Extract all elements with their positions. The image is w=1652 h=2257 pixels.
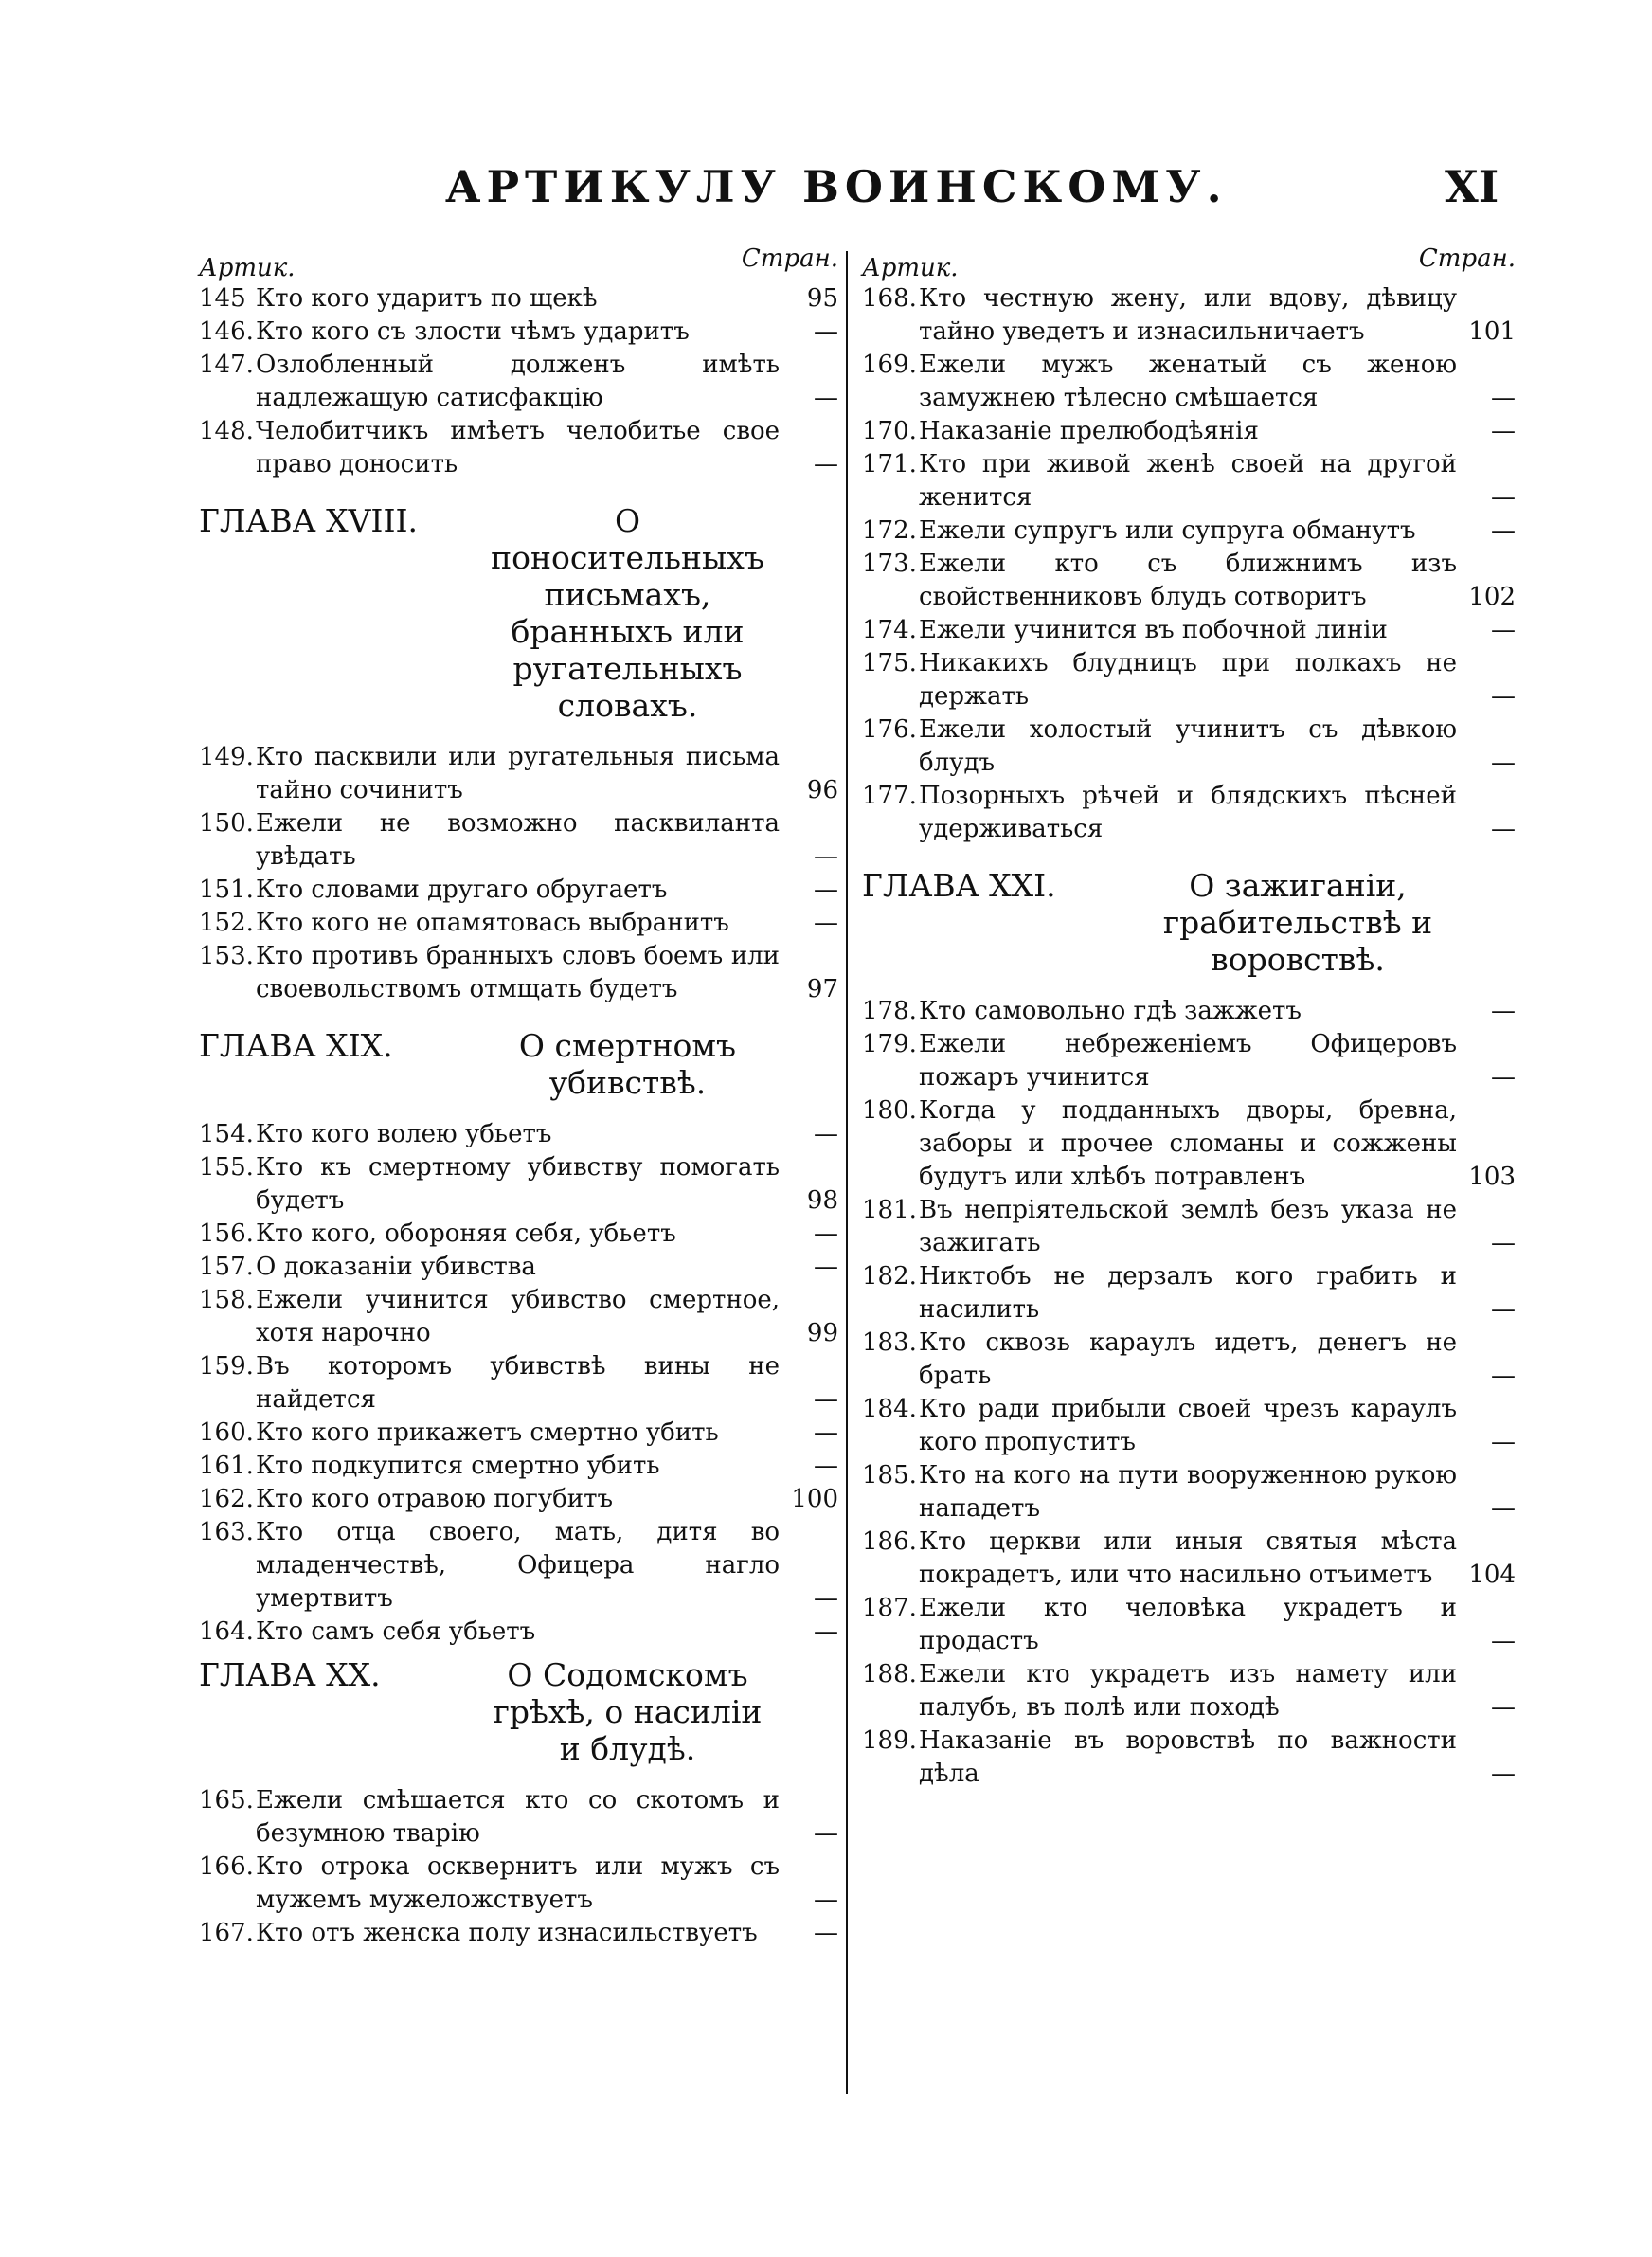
toc-entry <box>199 741 838 807</box>
article-number: 161. <box>199 1452 254 1480</box>
article-number: 145 <box>199 284 246 313</box>
right-column-header <box>862 244 1516 282</box>
page-reference: — <box>1491 749 1516 777</box>
chapter-title: О зажиганіи, грабительствѣ и воровствѣ. <box>1162 867 1433 978</box>
article-number: 147. <box>199 351 254 379</box>
toc-entry <box>199 349 838 415</box>
article-number: 185. <box>862 1461 917 1490</box>
article-number: 162. <box>199 1485 254 1513</box>
article-title: Ежели смѣшается кто со скотомъ и безумною тварію <box>256 1786 780 1848</box>
article-title: Ежели супругъ или супруга обманутъ <box>919 516 1416 545</box>
article-number: 158. <box>199 1286 254 1314</box>
page-header <box>0 161 1652 227</box>
page-reference: 96 <box>806 776 838 804</box>
entry-list <box>862 282 1516 846</box>
chapter-label: ГЛАВА XVIII. <box>199 502 419 539</box>
article-number: 163. <box>199 1518 254 1546</box>
article-number: 156. <box>199 1219 254 1248</box>
toc-entry <box>199 316 838 349</box>
toc-entry <box>199 1784 838 1851</box>
article-title: Кто при живой женѣ своей на другой женится <box>919 450 1457 512</box>
article-number: 186. <box>862 1527 917 1556</box>
article-column-label: Артик. <box>199 254 296 282</box>
article-number: 166. <box>199 1852 254 1881</box>
chapter-title: О поносительныхъ письмахъ, бранныхъ или ругательныхъ словахъ. <box>491 502 764 724</box>
toc-entry <box>199 1851 838 1917</box>
toc-entry <box>199 1450 838 1483</box>
article-title: Кто кого съ злости чѣмъ ударитъ <box>256 317 690 346</box>
article-number: 152. <box>199 909 254 937</box>
article-number: 184. <box>862 1395 917 1423</box>
chapter-label: ГЛАВА XX. <box>199 1656 381 1693</box>
article-number: 172. <box>862 516 917 545</box>
page-reference: — <box>1491 384 1516 412</box>
chapter-label: ГЛАВА XXI. <box>862 867 1056 904</box>
page-reference: — <box>1491 1760 1516 1788</box>
article-number: 157. <box>199 1253 254 1281</box>
page-reference: — <box>1491 483 1516 512</box>
toc-entry <box>862 415 1516 448</box>
article-title: Въ которомъ убивствѣ вины не найдется <box>256 1352 780 1414</box>
page-reference: — <box>1491 1428 1516 1456</box>
page-reference: 102 <box>1468 583 1516 611</box>
toc-entry <box>199 1516 838 1616</box>
article-title: Озлобленный долженъ имѣть надлежащую сатисфакцію <box>256 351 780 412</box>
toc-entry <box>199 1118 838 1151</box>
toc-entry <box>862 1194 1516 1260</box>
article-title: Никтобъ не дерзалъ кого грабить и насилить <box>919 1262 1457 1324</box>
chapter-title: О смертномъ убивствѣ. <box>518 1027 737 1101</box>
article-title: Челобитчикъ имѣетъ челобитье свое право доносить <box>256 417 780 478</box>
toc-entry <box>862 448 1516 515</box>
toc-entry <box>862 1393 1516 1459</box>
article-number: 174. <box>862 616 917 644</box>
toc-entry <box>862 614 1516 647</box>
page-reference: — <box>1491 516 1516 545</box>
article-number: 153. <box>199 942 254 970</box>
article-title: Никакихъ блудницъ при полкахъ не держать <box>919 649 1457 711</box>
article-number: 170. <box>862 417 917 445</box>
toc-entry <box>199 1251 838 1284</box>
article-number: 165. <box>199 1786 254 1815</box>
article-number: 188. <box>862 1660 917 1688</box>
article-title: Кто кого, обороняя себя, убьетъ <box>256 1219 676 1248</box>
right-column <box>862 244 1516 1791</box>
article-number: 179. <box>862 1030 917 1058</box>
toc-entry <box>862 515 1516 548</box>
article-title: Ежели кто украдетъ изъ намету или палубъ, въ полѣ или походѣ <box>919 1660 1457 1722</box>
page-reference: — <box>814 1819 838 1848</box>
toc-entry <box>199 1483 838 1516</box>
page-reference: — <box>814 876 838 904</box>
toc-entry <box>199 807 838 874</box>
toc-entry <box>199 415 838 481</box>
entry-list <box>199 1784 838 1950</box>
toc-entry <box>862 1260 1516 1327</box>
toc-entry <box>199 874 838 907</box>
page-reference: — <box>814 317 838 346</box>
page-reference: — <box>814 1219 838 1248</box>
toc-entry <box>862 647 1516 713</box>
article-title: Кто кого ударитъ по щекѣ <box>256 284 598 313</box>
entry-list <box>199 1118 838 1649</box>
page-reference: — <box>814 1584 838 1613</box>
article-title: Ежели небреженіемъ Офицеровъ пожаръ учинится <box>919 1030 1457 1092</box>
article-title: Ежели мужъ женатый съ женою замужнею тѣлесно смѣшается <box>919 351 1457 412</box>
article-number: 176. <box>862 715 917 744</box>
page-reference: — <box>1491 1063 1516 1092</box>
article-title: Кто отрока осквернитъ или мужъ съ мужемъ мужеложствуетъ <box>256 1852 780 1914</box>
article-title: Кто къ смертному убивству помогать будетъ <box>256 1153 780 1215</box>
page-reference: 101 <box>1468 317 1516 346</box>
page-reference: 97 <box>806 975 838 1003</box>
left-column <box>199 244 838 1950</box>
article-title: Ежели учинится убивство смертное, хотя нарочно <box>256 1286 780 1347</box>
article-title: Въ непріятельской землѣ безъ указа не зажигать <box>919 1196 1457 1257</box>
toc-entry <box>199 907 838 940</box>
article-number: 146. <box>199 317 254 346</box>
toc-entry <box>862 995 1516 1028</box>
article-number: 169. <box>862 351 917 379</box>
toc-entry <box>199 282 838 316</box>
toc-entry <box>862 713 1516 780</box>
page-reference: — <box>1491 616 1516 644</box>
page-reference: — <box>1491 1362 1516 1390</box>
page-reference: — <box>1491 815 1516 843</box>
toc-entry <box>199 1218 838 1251</box>
running-title: АРТИКУЛУ ВОИНСКОМУ. <box>445 161 1228 212</box>
article-number: 160. <box>199 1418 254 1447</box>
toc-entry <box>862 1592 1516 1658</box>
toc-entry <box>199 940 838 1006</box>
article-number: 182. <box>862 1262 917 1291</box>
article-number: 173. <box>862 550 917 578</box>
article-title: Когда у подданныхъ дворы, бревна, заборы и прочее сломаны и сожжены будутъ или хлѣбъ потравленъ <box>919 1096 1457 1191</box>
chapter-title: О Содомскомъ грѣхѣ, о насиліи и блудѣ. <box>493 1656 763 1767</box>
article-title: Ежели кто человѣка украдетъ и продастъ <box>919 1594 1457 1655</box>
toc-entry <box>199 1917 838 1950</box>
article-number: 189. <box>862 1726 917 1755</box>
page-reference: — <box>1491 1627 1516 1655</box>
article-title: Кто честную жену, или вдову, дѣвицу тайно уведетъ и изнасильничаетъ <box>919 284 1457 346</box>
page-reference: 98 <box>806 1186 838 1215</box>
article-number: 164. <box>199 1617 254 1646</box>
article-number: 175. <box>862 649 917 677</box>
article-number: 159. <box>199 1352 254 1381</box>
article-title: Ежели учинится въ побочной линіи <box>919 616 1388 644</box>
article-number: 177. <box>862 782 917 810</box>
entry-list <box>862 995 1516 1791</box>
article-title: Кто противъ бранныхъ словъ боемъ или своевольствомъ отмщать будетъ <box>256 942 780 1003</box>
page-reference: — <box>1491 1494 1516 1523</box>
page-reference: — <box>814 842 838 871</box>
toc-entry <box>862 1459 1516 1526</box>
article-title: Кто кого отравою погубитъ <box>256 1485 614 1513</box>
chapter-heading-18 <box>199 502 838 724</box>
article-number: 148. <box>199 417 254 445</box>
toc-entry <box>862 282 1516 349</box>
page-reference: — <box>814 1886 838 1914</box>
article-number: 183. <box>862 1328 917 1357</box>
page-reference: — <box>814 384 838 412</box>
toc-entry <box>199 1616 838 1649</box>
page-number: XI <box>1445 161 1499 212</box>
article-title: Кто кого не опамятовась выбранитъ <box>256 909 729 937</box>
article-number: 180. <box>862 1096 917 1125</box>
article-column-label: Артик. <box>862 254 959 282</box>
article-number: 155. <box>199 1153 254 1182</box>
page-reference: — <box>1491 1229 1516 1257</box>
page-column-label: Стран. <box>1418 244 1516 273</box>
article-title: Наказаніе въ воровствѣ по важности дѣла <box>919 1726 1457 1788</box>
page-reference: — <box>814 1617 838 1646</box>
article-title: Ежели кто съ ближнимъ изъ свойственниковъ блудъ сотворитъ <box>919 550 1457 611</box>
article-title: О доказаніи убивства <box>256 1253 536 1281</box>
article-number: 154. <box>199 1120 254 1148</box>
page-reference: — <box>814 1253 838 1281</box>
article-title: Кто кого волею убьетъ <box>256 1120 552 1148</box>
page-reference: — <box>1491 417 1516 445</box>
page-reference: — <box>814 1418 838 1447</box>
article-title: Ежели холостый учинитъ съ дѣвкою блудъ <box>919 715 1457 777</box>
page-reference: — <box>814 1120 838 1148</box>
article-number: 151. <box>199 876 254 904</box>
article-title: Кто самовольно гдѣ зажжетъ <box>919 997 1302 1025</box>
article-title: Наказаніе прелюбодѣянія <box>919 417 1259 445</box>
entry-list <box>199 741 838 1006</box>
toc-entry <box>199 1284 838 1350</box>
page-reference: — <box>814 909 838 937</box>
entry-list <box>199 282 838 481</box>
article-title: Кто на кого на пути вооруженною рукою нападетъ <box>919 1461 1457 1523</box>
page-reference: — <box>1491 997 1516 1025</box>
article-title: Кто отъ женска полу изнасильствуетъ <box>256 1919 758 1947</box>
chapter-heading-19 <box>199 1027 838 1101</box>
page-reference: — <box>1491 1295 1516 1324</box>
left-column-header <box>199 244 838 282</box>
column-divider <box>846 251 848 2094</box>
article-number: 181. <box>862 1196 917 1224</box>
article-number: 167. <box>199 1919 254 1947</box>
toc-entry <box>199 1350 838 1417</box>
article-title: Кто словами другаго обругаетъ <box>256 876 668 904</box>
article-title: Ежели не возможно пасквиланта увѣдать <box>256 809 780 871</box>
toc-entry <box>862 1094 1516 1194</box>
toc-entry <box>862 780 1516 846</box>
article-title: Позорныхъ рѣчей и блядскихъ пѣсней удерживаться <box>919 782 1457 843</box>
toc-entry <box>199 1417 838 1450</box>
toc-entry <box>199 1151 838 1218</box>
page-reference: 95 <box>806 284 838 313</box>
page-reference: 100 <box>791 1485 838 1513</box>
page-reference: 103 <box>1468 1163 1516 1191</box>
toc-entry <box>862 1724 1516 1791</box>
chapter-heading-20 <box>199 1656 838 1767</box>
article-number: 178. <box>862 997 917 1025</box>
toc-entry <box>862 1028 1516 1094</box>
page-column-label: Стран. <box>741 244 838 273</box>
page-reference: — <box>1491 682 1516 711</box>
article-title: Кто подкупится смертно убить <box>256 1452 660 1480</box>
page-reference: 104 <box>1468 1561 1516 1589</box>
toc-entry <box>862 349 1516 415</box>
article-title: Кто пасквили или ругательныя письма тайно сочинитъ <box>256 743 780 804</box>
page-reference: — <box>814 450 838 478</box>
toc-entry <box>862 1327 1516 1393</box>
article-title: Кто церкви или иныя святыя мѣста покрадетъ, или что насильно отъиметъ <box>919 1527 1457 1589</box>
article-title: Кто самъ себя убьетъ <box>256 1617 536 1646</box>
article-title: Кто ради прибыли своей чрезъ караулъ кого пропуститъ <box>919 1395 1457 1456</box>
article-number: 150. <box>199 809 254 838</box>
chapter-label: ГЛАВА XIX. <box>199 1027 393 1064</box>
toc-entry <box>862 1526 1516 1592</box>
article-number: 187. <box>862 1594 917 1622</box>
page-reference: — <box>814 1385 838 1414</box>
article-number: 168. <box>862 284 917 313</box>
page-reference: — <box>814 1452 838 1480</box>
article-number: 171. <box>862 450 917 478</box>
chapter-heading-21 <box>862 867 1516 978</box>
article-title: Кто отца своего, мать, дитя во младенчествѣ, Офицера нагло умертвитъ <box>256 1518 780 1613</box>
article-number: 149. <box>199 743 254 771</box>
toc-entry <box>862 548 1516 614</box>
toc-entry <box>862 1658 1516 1724</box>
page-reference: — <box>1491 1693 1516 1722</box>
article-title: Кто сквозь караулъ идетъ, денегъ не брать <box>919 1328 1457 1390</box>
article-title: Кто кого прикажетъ смертно убить <box>256 1418 719 1447</box>
page-reference: 99 <box>806 1319 838 1347</box>
page-reference: — <box>814 1919 838 1947</box>
